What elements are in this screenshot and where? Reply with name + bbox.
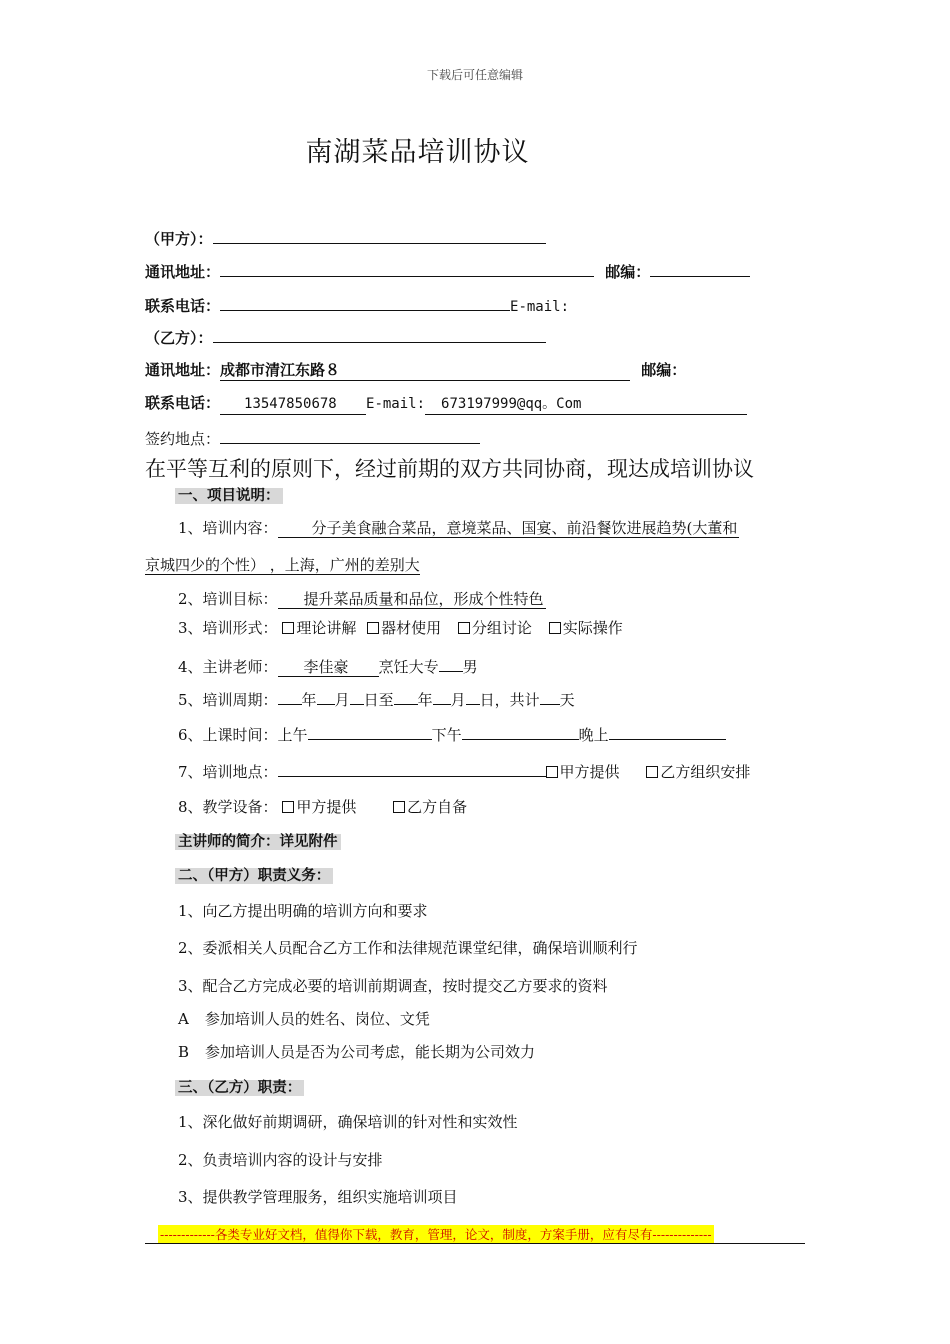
item1-value-b: 京城四少的个性） ，上海，广州的差别大	[145, 556, 420, 574]
item5-day-to-text: 日至	[363, 691, 394, 709]
checkbox-icon	[549, 622, 561, 634]
item3-option-group[interactable]: 分组讨论	[458, 619, 532, 637]
item3-option-lecture[interactable]: 理论讲解	[282, 619, 356, 637]
party-b-row	[145, 326, 546, 348]
item5-month2-field[interactable]	[433, 688, 451, 705]
item5-days-field[interactable]	[540, 688, 560, 705]
item5-month-field[interactable]	[317, 688, 335, 705]
item7-option-b[interactable]: 乙方组织安排	[646, 763, 750, 781]
party-b-postcode-label: 邮编：	[641, 361, 687, 379]
item6-afternoon: 下午	[431, 726, 462, 744]
checkbox-icon	[393, 801, 405, 813]
party-b-email-value: 673197999@qq。Com	[441, 396, 582, 412]
item6-row	[178, 723, 726, 745]
party-a-name-field[interactable]	[213, 227, 546, 244]
party-b-name-field[interactable]	[213, 326, 546, 343]
item5-year-field[interactable]	[278, 688, 302, 705]
item5-month2-text: 月	[450, 691, 466, 709]
party-a-label: （甲方）：	[145, 230, 213, 248]
item4-title: 烹饪大专	[378, 658, 439, 676]
party-b-label: （乙方）：	[145, 329, 213, 347]
item3-row	[178, 618, 623, 638]
section2-sub-b	[178, 1042, 535, 1062]
checkbox-icon	[458, 622, 470, 634]
item4-gap	[439, 655, 463, 672]
checkbox-icon	[282, 801, 294, 813]
item5-row	[178, 688, 575, 710]
item7-label: 7、培训地点：	[178, 763, 278, 781]
party-a-address-field[interactable]	[220, 260, 594, 277]
checkbox-icon	[646, 766, 658, 778]
party-a-address-row	[145, 260, 750, 282]
item5-days-text: 天	[559, 691, 575, 709]
item3-label: 3、培训形式：	[178, 619, 278, 637]
sub-a-letter: A	[178, 1010, 189, 1028]
item8-row	[178, 797, 467, 817]
section2-sub-a	[178, 1009, 430, 1029]
header-note: 下载后可任意编辑	[426, 68, 523, 82]
party-b-phone-row	[145, 393, 747, 415]
item2-label: 2、培训目标：	[178, 590, 278, 608]
item3-option-practice[interactable]: 实际操作	[549, 619, 623, 637]
item4-gender: 男	[462, 658, 478, 676]
item5-label: 5、培训周期：	[178, 691, 278, 709]
item8-option-b[interactable]: 乙方自备	[393, 798, 467, 816]
party-a-phone-row	[145, 294, 569, 317]
item6-afternoon-field[interactable]	[462, 723, 579, 740]
section2-item-1: 1、向乙方提出明确的培训方向和要求	[178, 902, 428, 920]
section3-item-1: 1、深化做好前期调研，确保培训的针对性和实效性	[178, 1113, 518, 1131]
item5-day2-text: 日，共计	[479, 691, 540, 709]
item6-morning-field[interactable]	[308, 723, 432, 740]
item3-option-equipment[interactable]: 器材使用	[367, 619, 441, 637]
party-b-address-value: 成都市清江东路８	[220, 361, 341, 379]
item1-value-a: 分子美食融合菜品，意境菜品、国宴、前沿餐饮进展趋势(大董和	[278, 519, 740, 538]
item6-morning: 上午	[277, 726, 308, 744]
section2-item-3: 3、配合乙方完成必要的培训前期调查，按时提交乙方要求的资料	[178, 977, 608, 995]
item4-label: 4、主讲老师：	[178, 658, 278, 676]
party-a-row	[145, 227, 546, 249]
item7-row	[178, 760, 750, 782]
party-b-email-label: E-mail:	[366, 396, 426, 412]
item5-month-text: 月	[334, 691, 350, 709]
section3-item-3: 3、提供教学管理服务，组织实施培训项目	[178, 1188, 458, 1206]
party-b-phone-label: 联系电话：	[145, 394, 221, 412]
item8-option-a[interactable]: 甲方提供	[282, 798, 356, 816]
party-b-address-row	[145, 360, 686, 381]
item7-location-field[interactable]	[278, 760, 546, 777]
item4-name: 李佳豪	[278, 658, 379, 677]
section3-title: 三、（乙方）职责：	[175, 1076, 304, 1097]
item5-day2-field[interactable]	[466, 688, 480, 705]
section2-title: 二、（甲方）职责义务：	[175, 864, 333, 885]
party-b-address-field[interactable]	[220, 360, 630, 381]
item2-value: 提升菜品质量和品位，形成个性特色	[278, 590, 546, 609]
item2-row	[178, 589, 546, 609]
item5-day-field[interactable]	[350, 688, 364, 705]
section3-item-2: 2、负责培训内容的设计与安排	[178, 1151, 383, 1169]
party-b-email-field[interactable]	[425, 394, 747, 415]
sign-place-row	[145, 427, 480, 449]
party-b-phone-field[interactable]	[220, 394, 366, 415]
party-b-phone-value: 13547850678	[244, 396, 337, 412]
footer-banner: -------------各类专业好文档，值得你下载，教育，管理，论文，制度，方案手册，应有尽有--------------	[160, 1227, 712, 1242]
sub-b-letter: B	[178, 1043, 190, 1061]
item1-label: 1、培训内容：	[178, 519, 278, 537]
item6-label: 6、上课时间：	[178, 726, 278, 744]
item8-label: 8、教学设备：	[178, 798, 278, 816]
document-title: 南湖菜品培训协议	[305, 137, 530, 168]
party-b-address-label: 通讯地址：	[145, 361, 221, 379]
item5-year-text: 年	[301, 691, 317, 709]
item1-row	[178, 518, 739, 538]
intro-paragraph: 在平等互利的原则下，经过前期的双方共同协商，现达成培训协议	[145, 457, 754, 481]
footer-divider	[145, 1243, 805, 1244]
section1-title: 一、项目说明：	[175, 484, 283, 505]
checkbox-icon	[546, 766, 558, 778]
item5-year2-field[interactable]	[394, 688, 418, 705]
party-a-postcode-field[interactable]	[650, 260, 750, 277]
party-a-email-label: E-mail:	[510, 299, 570, 315]
sub-a-text: 参加培训人员的姓名、岗位、文凭	[204, 1010, 430, 1028]
item7-option-a[interactable]: 甲方提供	[546, 763, 620, 781]
sign-place-label: 签约地点：	[145, 430, 221, 448]
sub-b-text: 参加培训人员是否为公司考虑，能长期为公司效力	[205, 1043, 536, 1061]
party-a-phone-field[interactable]	[220, 294, 510, 311]
party-a-phone-label: 联系电话：	[145, 297, 221, 315]
item6-evening: 晚上	[578, 726, 609, 744]
section2-item-2: 2、委派相关人员配合乙方工作和法律规范课堂纪律，确保培训顺利行	[178, 939, 638, 957]
item5-year2-text: 年	[417, 691, 433, 709]
item4-row	[178, 655, 478, 677]
checkbox-icon	[367, 622, 379, 634]
item6-evening-field[interactable]	[609, 723, 726, 740]
party-a-postcode-label: 邮编：	[605, 263, 651, 281]
party-a-address-label: 通讯地址：	[145, 263, 221, 281]
item1-row-cont	[145, 555, 420, 575]
lecturer-intro: 主讲师的简介：详见附件	[175, 830, 341, 851]
sign-place-field[interactable]	[220, 427, 480, 444]
checkbox-icon	[282, 622, 294, 634]
